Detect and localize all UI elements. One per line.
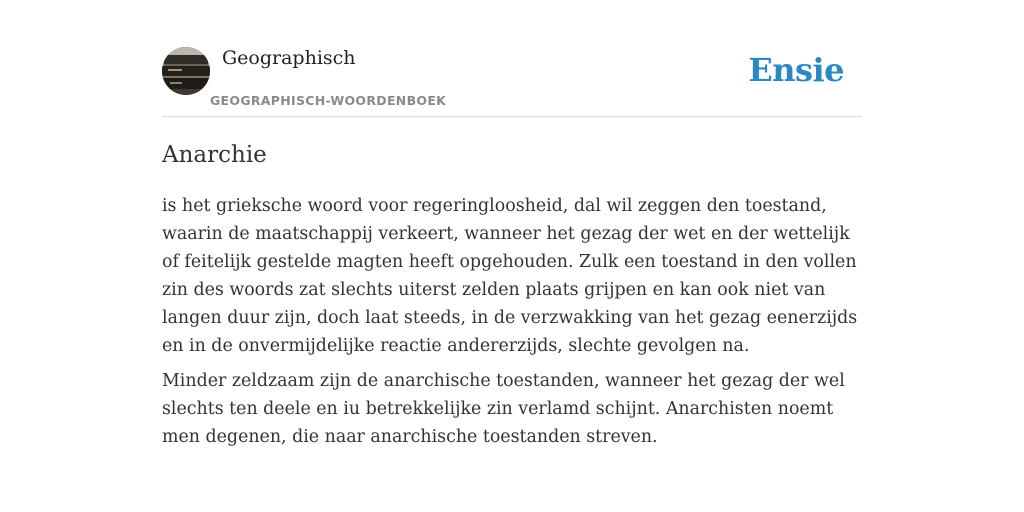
entry-paragraph: Minder zeldzaam zijn de anarchische toestanden, wanneer het gezag der wel slechts ten deele en iu betrekkelijke zin verlamd schijnt. Anarchisten noemt men degenen, die naar anarchische toestanden streven. xyxy=(162,371,845,447)
entry-title: Anarchie xyxy=(162,142,267,168)
entry-body xyxy=(162,192,862,458)
source-title[interactable]: Geographisch xyxy=(222,47,356,69)
entry-paragraph: is het grieksche woord voor regeringloosheid, dal wil zeggen den toestand, waarin de maatschappij verkeert, wanneer het gezag der wet en der wettelijk of feitelijk gestelde magten heeft opgehouden. Zulk een toestand in den vollen zin des woords zat slechts uiterst zelden plaats grijpen en kan ook niet van langen duur zijn, doch laat steeds, in de verzwakking van het gezag eenerzijds en in de onvermijdelijke reactie andererzijds, slechte gevolgen na. xyxy=(162,196,858,356)
source-header xyxy=(162,46,862,117)
source-subtitle[interactable]: GEOGRAPHISCH-WOORDENBOEK xyxy=(210,93,447,108)
ensie-logo[interactable]: Ensie xyxy=(748,51,844,89)
book-spines-icon xyxy=(162,47,210,95)
source-avatar[interactable] xyxy=(162,47,210,95)
entry-card xyxy=(162,0,862,512)
